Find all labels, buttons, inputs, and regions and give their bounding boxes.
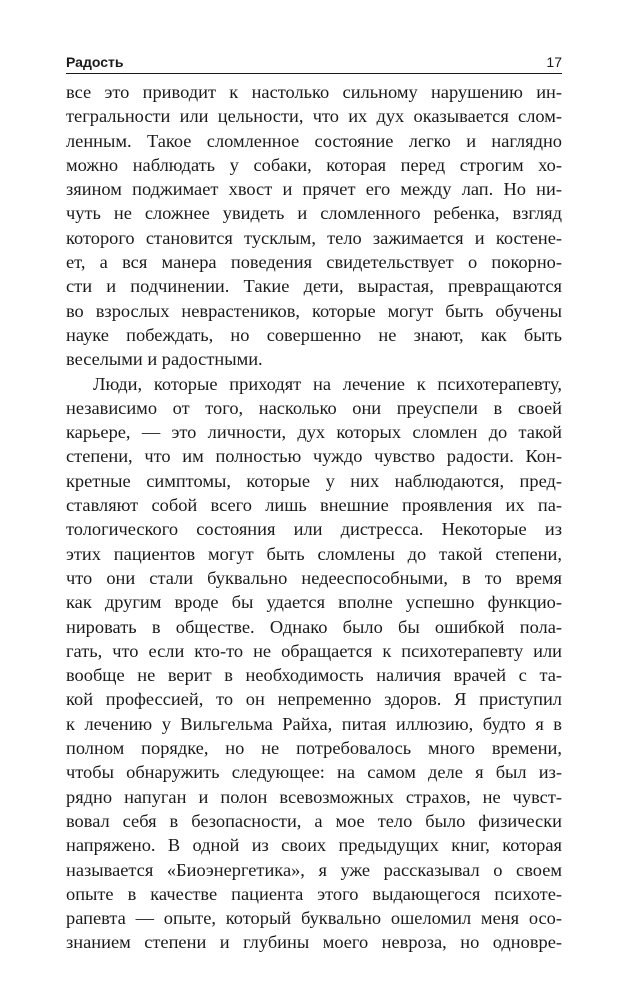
text-line: называется «Биоэнергетика», я уже рассказывал о своем (66, 859, 562, 880)
text-line: кретные симптомы, которые у них наблюдаются, пред- (66, 470, 562, 491)
text-line: чтобы обнаружить следующее: на самом деле я был из- (66, 762, 562, 783)
text-line: ставляют собой всего лишь внешние проявления их па- (66, 495, 562, 516)
text-line: нировать в обществе. Однако было бы ошибкой пола- (66, 616, 562, 637)
paragraph (66, 372, 562, 955)
text-line: что они стали буквально недееспособными, в то время (66, 567, 562, 588)
text-line: все это приводит к настолько сильному нарушению ин- (66, 82, 562, 102)
text-line: рядно напуган и полон всевозможных страхов, не чувст- (66, 786, 562, 807)
text-line: зяином поджимает хвост и прячет его между лап. Но ни- (66, 179, 562, 200)
chapter-title: Радость (66, 54, 124, 70)
running-header (66, 48, 562, 74)
text-line: во взрослых неврастеников, которые могут быть обучены (66, 300, 562, 321)
text-line: которого становится тусклым, тело зажимается и костене- (66, 227, 562, 248)
text-line: гать, что если кто-то не обращается к психотерапевту или (66, 640, 562, 661)
text-line: знанием степени и глубины моего невроза, но одновре- (66, 932, 562, 953)
text-line: науке побеждать, но совершенно не знают, как быть (66, 324, 562, 345)
text-line: вообще не верит в необходимость наличия врачей с та- (66, 665, 562, 686)
paragraph (66, 80, 562, 372)
body-text (66, 80, 562, 955)
text-line: этих пациентов могут быть сломлены до такой степени, (66, 543, 562, 564)
text-line: сти и подчинении. Такие дети, вырастая, превращаются (66, 276, 562, 297)
text-line: тегральности или цельности, что их дух оказывается слом- (66, 106, 562, 127)
text-line: ет, а вся манера поведения свидетельствует о покорно- (66, 252, 562, 273)
header-divider (66, 73, 562, 74)
text-line: к лечению у Вильгельма Райха, питая иллюзию, будто я в (66, 713, 562, 734)
text-line: кой профессией, то он непременно здоров. Я приступил (66, 689, 562, 710)
text-line: ленным. Такое сломленное состояние легко и наглядно (66, 130, 562, 151)
text-line: рапевта — опыте, который буквально ошеломил меня осо- (66, 908, 562, 929)
text-line: опыте в качестве пациента этого выдающегося психоте- (66, 883, 562, 904)
text-line: можно наблюдать у собаки, которая перед строгим хо- (66, 154, 562, 175)
text-line: независимо от того, насколько они преуспели в своей (66, 397, 562, 418)
text-line: карьере, — это личности, дух которых сломлен до такой (66, 422, 562, 443)
text-line: как другим вроде бы удается вполне успешно функцио- (66, 592, 562, 613)
text-line: полном порядке, но не потребовалось много времени, (66, 738, 562, 759)
text-line: степени, что им полностью чуждо чувство радости. Кон- (66, 446, 562, 467)
text-line: чуть не сложнее увидеть и сломленного ребенка, взгляд (66, 203, 562, 224)
text-line: тологического состояния или дистресса. Некоторые из (66, 519, 562, 540)
page-number: 17 (546, 54, 562, 70)
text-line: напряжено. В одной из своих предыдущих книг, которая (66, 835, 562, 856)
text-line: вовал себя в безопасности, а мое тело было физически (66, 810, 562, 831)
text-line: Люди, которые приходят на лечение к психотерапевту, (93, 373, 562, 394)
text-line: веселыми и радостными. (66, 349, 263, 370)
